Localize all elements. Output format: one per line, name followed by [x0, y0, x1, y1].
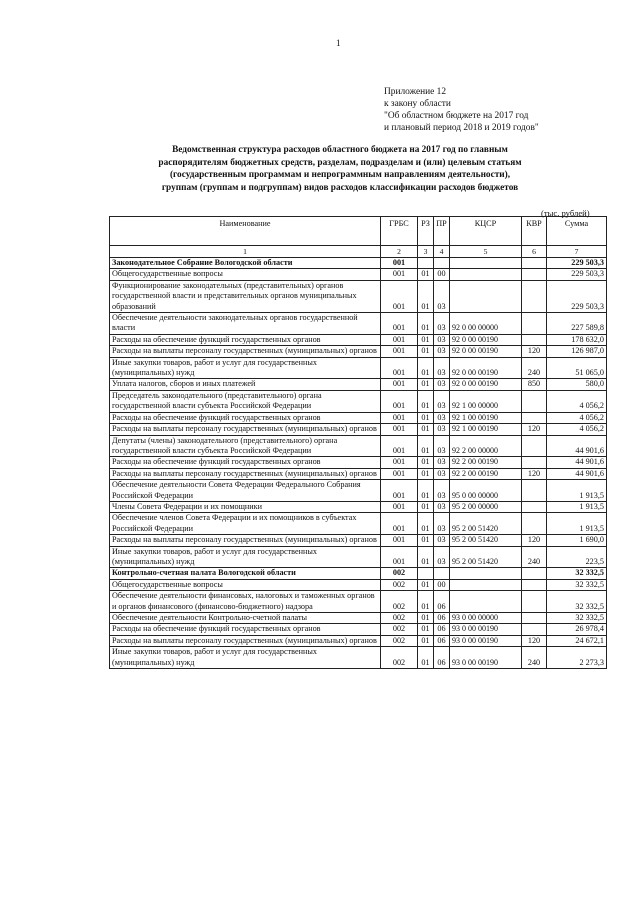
- cell-kvr: [522, 568, 547, 579]
- header-kcsr: КЦСР: [450, 217, 522, 246]
- cell-kcsr: 93 0 00 00190: [450, 647, 522, 669]
- table-row: [110, 379, 607, 390]
- cell-name: Обеспечение деятельности Совета Федерации Федерального Собрания Российской Федерации: [110, 480, 381, 502]
- cell-pr: 00: [434, 269, 450, 280]
- cell-kvr: [522, 591, 547, 613]
- cell-grbs: 001: [381, 501, 418, 512]
- title-line: распорядителям бюджетных средств, разделам, подразделам и (или) целевым статьям: [158, 157, 522, 168]
- table-row: [110, 480, 607, 502]
- cell-kcsr: [450, 568, 522, 579]
- cell-grbs: 001: [381, 258, 418, 269]
- cell-grbs: 001: [381, 546, 418, 568]
- cell-rz: 01: [418, 535, 434, 546]
- cell-name: Депутаты (члены) законодательного (представительного) органа государственной власти субъекта Российской Федерации: [110, 435, 381, 457]
- cell-name: Обеспечение членов Совета Федерации и их помощников в субъектах Российской Федерации: [110, 513, 381, 535]
- cell-name: Иные закупки товаров, работ и услуг для государственных (муниципальных) нужд: [110, 357, 381, 379]
- table-row: [110, 468, 607, 479]
- table-body: [110, 258, 607, 669]
- appendix-line: Приложение 12: [384, 87, 447, 97]
- cell-name: Расходы на обеспечение функций государственных органов: [110, 624, 381, 635]
- cell-grbs: 001: [381, 280, 418, 312]
- table-row: [110, 501, 607, 512]
- cell-name: Законодательное Собрание Вологодской области: [110, 258, 381, 269]
- cell-sum: 4 056,2: [547, 412, 607, 423]
- cell-name: Расходы на выплаты персоналу государственных (муниципальных) органов: [110, 635, 381, 646]
- cell-kcsr: 92 0 00 00190: [450, 379, 522, 390]
- cell-name: Расходы на выплаты персоналу государственных (муниципальных) органов: [110, 346, 381, 357]
- cell-kcsr: 92 0 00 00190: [450, 346, 522, 357]
- cell-sum: 44 901,6: [547, 468, 607, 479]
- cell-kvr: [522, 269, 547, 280]
- cell-grbs: 002: [381, 579, 418, 590]
- cell-kvr: 120: [522, 346, 547, 357]
- table-row: [110, 313, 607, 335]
- cell-rz: 01: [418, 357, 434, 379]
- cell-pr: 06: [434, 591, 450, 613]
- cell-kvr: 240: [522, 546, 547, 568]
- cell-pr: 03: [434, 313, 450, 335]
- cell-rz: 01: [418, 412, 434, 423]
- cell-pr: 03: [434, 468, 450, 479]
- cell-sum: 229 503,3: [547, 269, 607, 280]
- appendix-line: "Об областном бюджете на 2017 год: [384, 111, 529, 121]
- cell-grbs: 001: [381, 379, 418, 390]
- cell-sum: 229 503,3: [547, 258, 607, 269]
- cell-kcsr: 92 1 00 00000: [450, 390, 522, 412]
- budget-table: [109, 216, 607, 669]
- cell-kcsr: 92 0 00 00190: [450, 357, 522, 379]
- title-line: группам (группам и подгруппам) видов расходов классификации расходов бюджетов: [161, 182, 519, 193]
- cell-kcsr: 92 0 00 00190: [450, 334, 522, 345]
- cell-grbs: 002: [381, 613, 418, 624]
- table-row: [110, 513, 607, 535]
- table-header-row: [110, 217, 607, 246]
- table-row: [110, 424, 607, 435]
- table-row: [110, 390, 607, 412]
- cell-grbs: 001: [381, 313, 418, 335]
- cell-name: Общегосударственные вопросы: [110, 269, 381, 280]
- cell-name: Члены Совета Федерации и их помощники: [110, 501, 381, 512]
- cell-pr: 03: [434, 501, 450, 512]
- cell-grbs: 001: [381, 535, 418, 546]
- table-row: [110, 280, 607, 312]
- cell-kvr: [522, 258, 547, 269]
- cell-rz: [418, 568, 434, 579]
- table-row: [110, 258, 607, 269]
- cell-name: Обеспечение деятельности законодательных органов государственной власти: [110, 313, 381, 335]
- cell-kvr: [522, 334, 547, 345]
- cell-kcsr: 95 0 00 00000: [450, 480, 522, 502]
- cell-pr: 06: [434, 635, 450, 646]
- appendix-line: и плановый период 2018 и 2019 годов": [384, 123, 539, 133]
- cell-name: Обеспечение деятельности Контрольно-счетной палаты: [110, 613, 381, 624]
- cell-rz: 01: [418, 647, 434, 669]
- appendix-line: к закону области: [384, 99, 451, 109]
- cell-kvr: [522, 390, 547, 412]
- cell-pr: 03: [434, 346, 450, 357]
- page-number: 1: [336, 38, 341, 48]
- cell-grbs: 001: [381, 480, 418, 502]
- cell-rz: 01: [418, 591, 434, 613]
- table-row: [110, 357, 607, 379]
- cell-rz: 01: [418, 468, 434, 479]
- column-number: 2: [381, 246, 418, 258]
- cell-pr: [434, 258, 450, 269]
- cell-sum: 1 690,0: [547, 535, 607, 546]
- table-row: [110, 535, 607, 546]
- cell-kcsr: 95 2 00 51420: [450, 535, 522, 546]
- column-number-row: [110, 246, 607, 258]
- table-row: [110, 412, 607, 423]
- header-rz: РЗ: [418, 217, 434, 246]
- cell-pr: 03: [434, 480, 450, 502]
- cell-sum: 4 056,2: [547, 390, 607, 412]
- cell-sum: 580,0: [547, 379, 607, 390]
- table-row: [110, 457, 607, 468]
- cell-kcsr: [450, 269, 522, 280]
- cell-kvr: 120: [522, 535, 547, 546]
- cell-sum: 1 913,5: [547, 501, 607, 512]
- table-row: [110, 568, 607, 579]
- cell-grbs: 001: [381, 412, 418, 423]
- cell-kcsr: [450, 579, 522, 590]
- cell-kvr: [522, 613, 547, 624]
- cell-pr: 03: [434, 424, 450, 435]
- cell-grbs: 002: [381, 635, 418, 646]
- cell-pr: [434, 568, 450, 579]
- cell-rz: 01: [418, 513, 434, 535]
- cell-pr: 03: [434, 412, 450, 423]
- cell-grbs: 001: [381, 357, 418, 379]
- cell-rz: [418, 258, 434, 269]
- cell-sum: 1 913,5: [547, 513, 607, 535]
- cell-pr: 03: [434, 280, 450, 312]
- cell-kcsr: 93 0 00 00190: [450, 624, 522, 635]
- title-line: Ведомственная структура расходов областного бюджета на 2017 год по главным: [172, 145, 508, 155]
- cell-grbs: 001: [381, 334, 418, 345]
- cell-rz: 01: [418, 269, 434, 280]
- cell-kvr: [522, 435, 547, 457]
- table-row: [110, 579, 607, 590]
- cell-name: Расходы на обеспечение функций государственных органов: [110, 457, 381, 468]
- cell-grbs: 002: [381, 647, 418, 669]
- cell-name: Расходы на выплаты персоналу государственных (муниципальных) органов: [110, 424, 381, 435]
- cell-kcsr: [450, 258, 522, 269]
- cell-kvr: [522, 513, 547, 535]
- cell-grbs: 002: [381, 624, 418, 635]
- cell-kvr: [522, 457, 547, 468]
- cell-grbs: 001: [381, 346, 418, 357]
- cell-sum: 4 056,2: [547, 424, 607, 435]
- cell-kvr: 120: [522, 635, 547, 646]
- cell-rz: 01: [418, 435, 434, 457]
- cell-sum: 44 901,6: [547, 457, 607, 468]
- cell-rz: 01: [418, 379, 434, 390]
- cell-sum: 44 901,6: [547, 435, 607, 457]
- cell-kvr: 240: [522, 647, 547, 669]
- cell-rz: 01: [418, 313, 434, 335]
- header-grbs: ГРБС: [381, 217, 418, 246]
- cell-sum: 26 978,4: [547, 624, 607, 635]
- cell-rz: 01: [418, 546, 434, 568]
- column-number: 6: [522, 246, 547, 258]
- cell-kcsr: 93 0 00 00190: [450, 635, 522, 646]
- cell-kcsr: 95 2 00 00000: [450, 501, 522, 512]
- cell-kcsr: 92 2 00 00000: [450, 435, 522, 457]
- cell-rz: 01: [418, 480, 434, 502]
- cell-kcsr: 92 1 00 00190: [450, 424, 522, 435]
- table-row: [110, 647, 607, 669]
- title-line: (государственным программам и непрограммным направлениям деятельности),: [169, 170, 511, 180]
- table-row: [110, 334, 607, 345]
- cell-rz: 01: [418, 613, 434, 624]
- cell-sum: 2 273,3: [547, 647, 607, 669]
- cell-pr: 03: [434, 357, 450, 379]
- cell-pr: 03: [434, 457, 450, 468]
- column-number: 3: [418, 246, 434, 258]
- cell-rz: 01: [418, 424, 434, 435]
- cell-grbs: 001: [381, 457, 418, 468]
- cell-pr: 03: [434, 435, 450, 457]
- cell-name: Иные закупки товаров, работ и услуг для государственных (муниципальных) нужд: [110, 647, 381, 669]
- cell-sum: 32 332,5: [547, 613, 607, 624]
- cell-kvr: [522, 412, 547, 423]
- cell-name: Расходы на обеспечение функций государственных органов: [110, 334, 381, 345]
- cell-sum: 32 332,5: [547, 579, 607, 590]
- table-row: [110, 346, 607, 357]
- cell-kcsr: 92 0 00 00000: [450, 313, 522, 335]
- cell-name: Иные закупки товаров, работ и услуг для государственных (муниципальных) нужд: [110, 546, 381, 568]
- header-name: Наименование: [110, 217, 381, 246]
- cell-kcsr: 92 1 00 00190: [450, 412, 522, 423]
- cell-sum: 32 332,5: [547, 568, 607, 579]
- cell-pr: 03: [434, 379, 450, 390]
- cell-kvr: [522, 624, 547, 635]
- column-number: 4: [434, 246, 450, 258]
- cell-rz: 01: [418, 280, 434, 312]
- cell-kcsr: 92 2 00 00190: [450, 468, 522, 479]
- cell-grbs: 001: [381, 390, 418, 412]
- cell-name: Расходы на выплаты персоналу государственных (муниципальных) органов: [110, 468, 381, 479]
- cell-sum: 32 332,5: [547, 591, 607, 613]
- cell-name: Общегосударственные вопросы: [110, 579, 381, 590]
- cell-sum: 1 913,5: [547, 480, 607, 502]
- cell-kcsr: 93 0 00 00000: [450, 613, 522, 624]
- cell-rz: 01: [418, 501, 434, 512]
- cell-sum: 229 503,3: [547, 280, 607, 312]
- cell-rz: 01: [418, 390, 434, 412]
- cell-name: Расходы на обеспечение функций государственных органов: [110, 412, 381, 423]
- cell-kvr: [522, 280, 547, 312]
- table-row: [110, 624, 607, 635]
- cell-name: Расходы на выплаты персоналу государственных (муниципальных) органов: [110, 535, 381, 546]
- units-label: (тыс. рублей): [541, 208, 590, 218]
- cell-name: Уплата налогов, сборов и иных платежей: [110, 379, 381, 390]
- cell-sum: 24 672,1: [547, 635, 607, 646]
- cell-kvr: 850: [522, 379, 547, 390]
- cell-rz: 01: [418, 624, 434, 635]
- cell-sum: 223,5: [547, 546, 607, 568]
- cell-pr: 03: [434, 513, 450, 535]
- column-number: 5: [450, 246, 522, 258]
- appendix-block: [384, 86, 539, 134]
- cell-pr: 06: [434, 647, 450, 669]
- cell-kvr: [522, 480, 547, 502]
- cell-rz: 01: [418, 346, 434, 357]
- cell-rz: 01: [418, 334, 434, 345]
- cell-grbs: 002: [381, 591, 418, 613]
- cell-name: Председатель законодательного (представительного) органа государственной власти субъекта Российской Федерации: [110, 390, 381, 412]
- column-number: 7: [547, 246, 607, 258]
- cell-kvr: [522, 313, 547, 335]
- cell-sum: 126 987,0: [547, 346, 607, 357]
- cell-sum: 178 632,0: [547, 334, 607, 345]
- table-row: [110, 613, 607, 624]
- cell-kvr: [522, 579, 547, 590]
- header-kvr: КВР: [522, 217, 547, 246]
- document-title: [100, 144, 580, 194]
- cell-grbs: 002: [381, 568, 418, 579]
- cell-name: Обеспечение деятельности финансовых, налоговых и таможенных органов и органов финансового (финансово-бюджетного) надзора: [110, 591, 381, 613]
- cell-sum: 51 065,0: [547, 357, 607, 379]
- header-pr: ПР: [434, 217, 450, 246]
- cell-grbs: 001: [381, 468, 418, 479]
- cell-grbs: 001: [381, 269, 418, 280]
- table-row: [110, 546, 607, 568]
- table-row: [110, 591, 607, 613]
- cell-kvr: 120: [522, 468, 547, 479]
- table-row: [110, 435, 607, 457]
- cell-kcsr: 95 2 00 51420: [450, 513, 522, 535]
- cell-pr: 06: [434, 624, 450, 635]
- cell-kvr: 240: [522, 357, 547, 379]
- table-row: [110, 635, 607, 646]
- cell-kcsr: [450, 280, 522, 312]
- cell-pr: 03: [434, 390, 450, 412]
- cell-grbs: 001: [381, 513, 418, 535]
- cell-name: Контрольно-счетная палата Вологодской области: [110, 568, 381, 579]
- cell-pr: 00: [434, 579, 450, 590]
- cell-rz: 01: [418, 457, 434, 468]
- header-sum: Сумма: [547, 217, 607, 246]
- cell-kcsr: 92 2 00 00190: [450, 457, 522, 468]
- cell-pr: 03: [434, 535, 450, 546]
- cell-grbs: 001: [381, 424, 418, 435]
- cell-rz: 01: [418, 635, 434, 646]
- cell-sum: 227 589,8: [547, 313, 607, 335]
- cell-kcsr: [450, 591, 522, 613]
- column-number: 1: [110, 246, 381, 258]
- table-row: [110, 269, 607, 280]
- cell-pr: 03: [434, 546, 450, 568]
- cell-pr: 06: [434, 613, 450, 624]
- cell-rz: 01: [418, 579, 434, 590]
- cell-kvr: 120: [522, 424, 547, 435]
- cell-pr: 03: [434, 334, 450, 345]
- cell-grbs: 001: [381, 435, 418, 457]
- cell-kvr: [522, 501, 547, 512]
- cell-kcsr: 95 2 00 51420: [450, 546, 522, 568]
- cell-name: Функционирование законодательных (представительных) органов государственной власти и представительных органов муниципальных образований: [110, 280, 381, 312]
